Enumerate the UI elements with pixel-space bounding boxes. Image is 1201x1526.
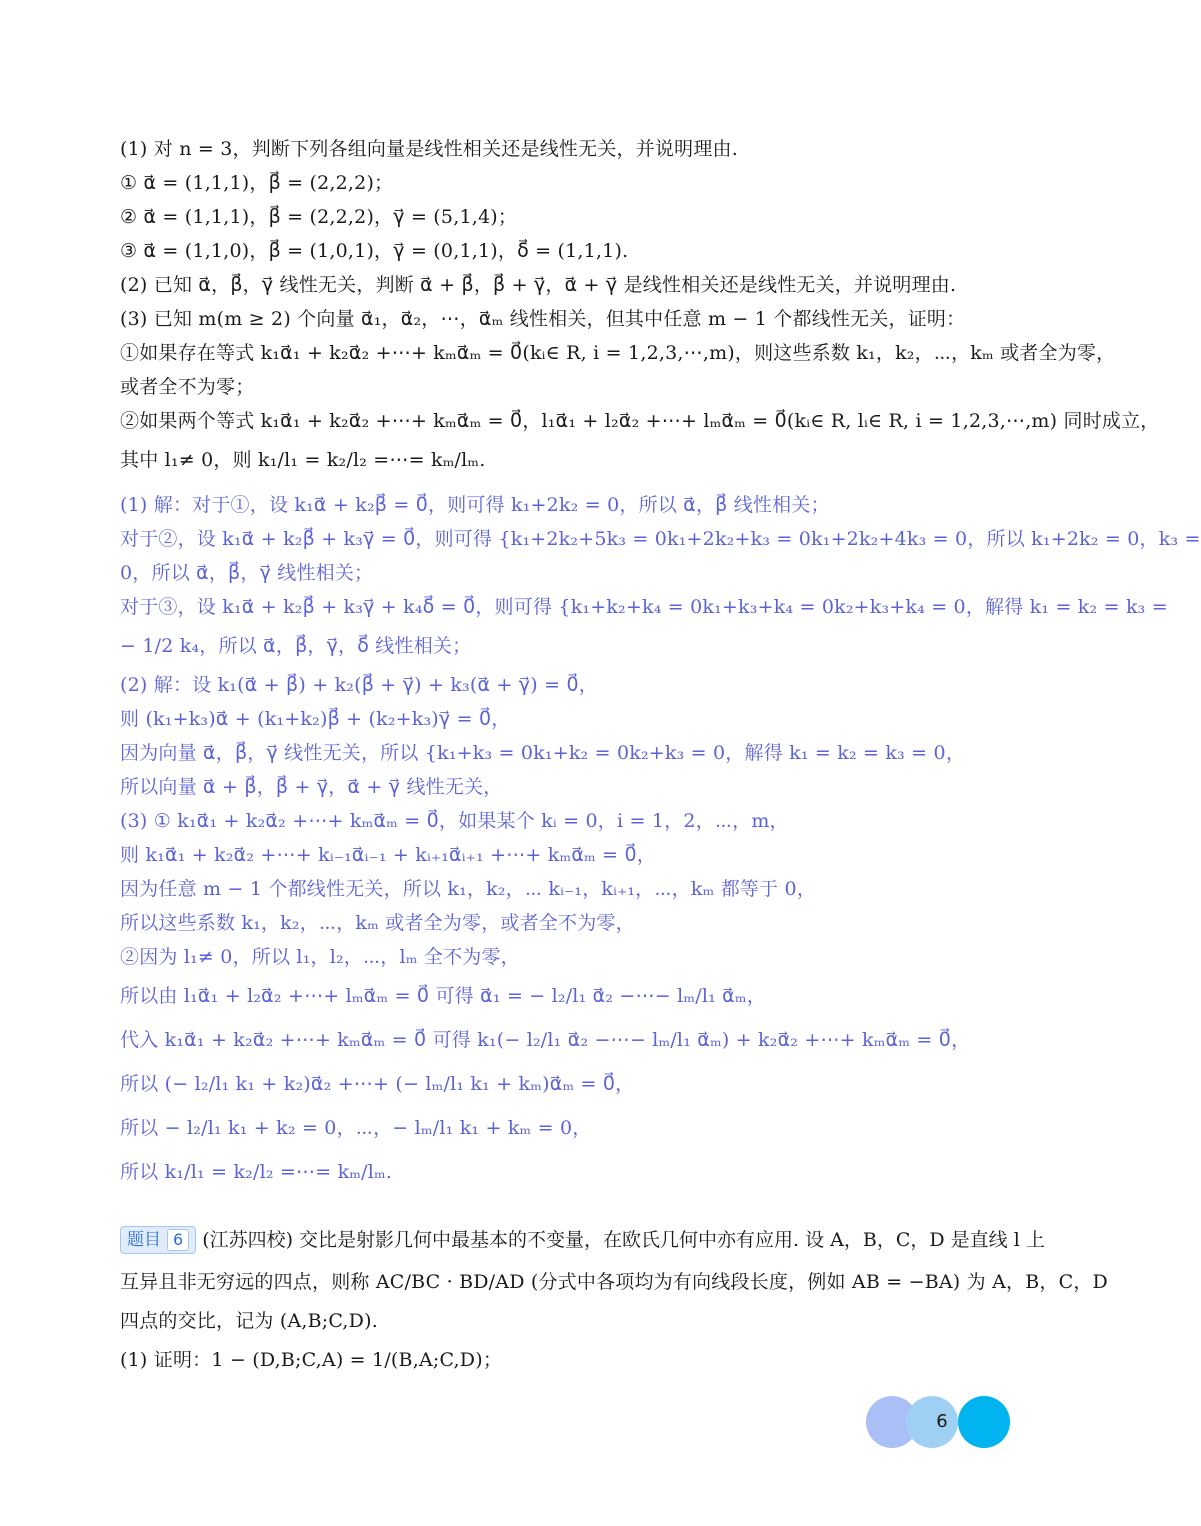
answer-line: 对于③，设 k₁α⃗ + k₂β⃗ + k₃γ⃗ + k₄δ⃗ = 0⃗，则可得 {k₁+k₂+k₄ = 0k₁+k₃+k₄ = 0k₂+k₃+k₄ = 0，解得 k₁ = k₂ = k₃ = <box>120 596 1168 618</box>
question-line: 其中 l₁≠ 0，则 k₁/l₁ = k₂/l₂ =⋯= kₘ/lₘ. <box>120 449 486 471</box>
answer-line: − 1/2 k₄，所以 α⃗，β⃗，γ⃗，δ⃗ 线性相关； <box>120 635 472 657</box>
answer-line: (2) 解：设 k₁(α⃗ + β⃗) + k₂(β⃗ + γ⃗) + k₃(α⃗ + γ⃗) = 0⃗， <box>120 674 598 696</box>
answer-line: 所以向量 α⃗ + β⃗，β⃗ + γ⃗，α⃗ + γ⃗ 线性无关， <box>120 776 503 798</box>
question-block <box>120 132 1160 482</box>
answer-line: (3) ① k₁α⃗₁ + k₂α⃗₂ +⋯+ kₘα⃗ₘ = 0⃗，如果某个 kᵢ = 0，i = 1，2，⋯，m， <box>120 810 789 832</box>
problem-6-title-row <box>120 1220 1045 1260</box>
question-line: (3) 已知 m(m ≥ 2) 个向量 α⃗₁，α⃗₂，⋯，α⃗ₘ 线性相关，但其中任意 m − 1 个都线性无关，证明： <box>120 308 966 330</box>
answer-line: 所以 k₁/l₁ = k₂/l₂ =⋯= kₘ/lₘ. <box>120 1161 393 1183</box>
answer-line: 因为任意 m − 1 个都线性无关，所以 k₁，k₂，⋯ kᵢ₋₁，kᵢ₊₁，⋯，kₘ 都等于 0， <box>120 878 817 900</box>
question-line: ①如果存在等式 k₁α⃗₁ + k₂α⃗₂ +⋯+ kₘα⃗ₘ = 0⃗(kᵢ∈ R, i = 1,2,3,⋯,m)，则这些系数 k₁，k₂，⋯，kₘ 或者全为零， <box>120 342 1116 364</box>
question-line: (2) 已知 α⃗，β⃗，γ⃗ 线性无关，判断 α⃗ + β⃗，β⃗ + γ⃗，α⃗ + γ⃗ 是线性相关还是线性无关，并说明理由. <box>120 274 957 296</box>
answer-line: (1) 解：对于①，设 k₁α⃗ + k₂β⃗ = 0⃗，则可得 k₁+2k₂ = 0，所以 α⃗，β⃗ 线性相关； <box>120 494 830 516</box>
answer-line: 0，所以 α⃗，β⃗，γ⃗ 线性相关； <box>120 562 374 584</box>
answer-line: ②因为 l₁≠ 0，所以 l₁，l₂，⋯，lₘ 全不为零， <box>120 946 520 968</box>
answer-line: 所以 − l₂/l₁ k₁ + k₂ = 0，⋯，− lₘ/l₁ k₁ + kₘ = 0， <box>120 1117 592 1139</box>
question-line: ② α⃗ = (1,1,1)，β⃗ = (2,2,2)，γ⃗ = (5,1,4)； <box>120 206 518 228</box>
answer-line: 对于②，设 k₁α⃗ + k₂β⃗ + k₃γ⃗ = 0⃗，则可得 {k₁+2k₂+5k₃ = 0k₁+2k₂+k₃ = 0k₁+2k₂+4k₃ = 0，所以 k₁+2k₂ = 0，k₃ = <box>120 528 1201 550</box>
answer-line: 所以这些系数 k₁，k₂，⋯，kₘ 或者全为零，或者全不为零， <box>120 912 635 934</box>
question-line: ① α⃗ = (1,1,1)，β⃗ = (2,2,2)； <box>120 172 394 194</box>
page-number-badge <box>866 1396 1026 1448</box>
answer-line: 因为向量 α⃗，β⃗，γ⃗ 线性无关，所以 {k₁+k₃ = 0k₁+k₂ = 0k₂+k₃ = 0，解得 k₁ = k₂ = k₃ = 0， <box>120 742 966 764</box>
problem-badge-number: 6 <box>167 1229 189 1251</box>
question-line: ③ α⃗ = (1,1,0)，β⃗ = (1,0,1)，γ⃗ = (0,1,1)，δ⃗ = (1,1,1). <box>120 240 629 262</box>
page-number: 6 <box>936 1411 948 1432</box>
page-content <box>120 132 1201 1382</box>
problem-badge-label: 题目 <box>127 1230 161 1250</box>
problem-6 <box>120 1220 1108 1382</box>
problem-6-line: 四点的交比，记为 (A,B;C,D). <box>120 1310 378 1332</box>
question-line: (1) 对 n = 3，判断下列各组向量是线性相关还是线性无关，并说明理由. <box>120 138 738 160</box>
answer-line: 代入 k₁α⃗₁ + k₂α⃗₂ +⋯+ kₘα⃗ₘ = 0⃗ 可得 k₁(− l₂/l₁ α⃗₂ −⋯− lₘ/l₁ α⃗ₘ) + k₂α⃗₂ +⋯+ kₘα⃗ₘ = 0⃗， <box>120 1029 971 1051</box>
question-line: 或者全不为零； <box>120 376 255 398</box>
problem-6-line: 互异且非无穷远的四点，则称 AC/BC · BD/AD (分式中各项均为有向线段长度，例如 AB = −BA) 为 A，B，C，D <box>120 1271 1108 1293</box>
problem-6-line: (1) 证明：1 − (D,B;C,A) = 1/(B,A;C,D)； <box>120 1349 503 1371</box>
answer-line: 则 k₁α⃗₁ + k₂α⃗₂ +⋯+ kᵢ₋₁α⃗ᵢ₋₁ + kᵢ₊₁α⃗ᵢ₊₁ +⋯+ kₘα⃗ₘ = 0⃗， <box>120 844 656 866</box>
answer-block <box>120 488 1201 1194</box>
question-line: ②如果两个等式 k₁α⃗₁ + k₂α⃗₂ +⋯+ kₘα⃗ₘ = 0⃗，l₁α⃗₁ + l₂α⃗₂ +⋯+ lₘα⃗ₘ = 0⃗(kᵢ∈ R, lᵢ∈ R, i = 1,2,3,⋯,m) 同时成立， <box>120 410 1160 432</box>
answer-line: 则 (k₁+k₃)α⃗ + (k₁+k₂)β⃗ + (k₂+k₃)γ⃗ = 0⃗， <box>120 708 511 730</box>
answer-line: 所以 (− l₂/l₁ k₁ + k₂)α⃗₂ +⋯+ (− lₘ/l₁ k₁ + kₘ)α⃗ₘ = 0⃗， <box>120 1073 635 1095</box>
problem-badge <box>120 1226 196 1254</box>
problem-6-line: (江苏四校) 交比是射影几何中最基本的不变量，在欧氏几何中亦有应用. 设 A，B，C，D 是直线 l 上 <box>202 1229 1045 1251</box>
answer-line: 所以由 l₁α⃗₁ + l₂α⃗₂ +⋯+ lₘα⃗ₘ = 0⃗ 可得 α⃗₁ = − l₂/l₁ α⃗₂ −⋯− lₘ/l₁ α⃗ₘ， <box>120 985 766 1007</box>
